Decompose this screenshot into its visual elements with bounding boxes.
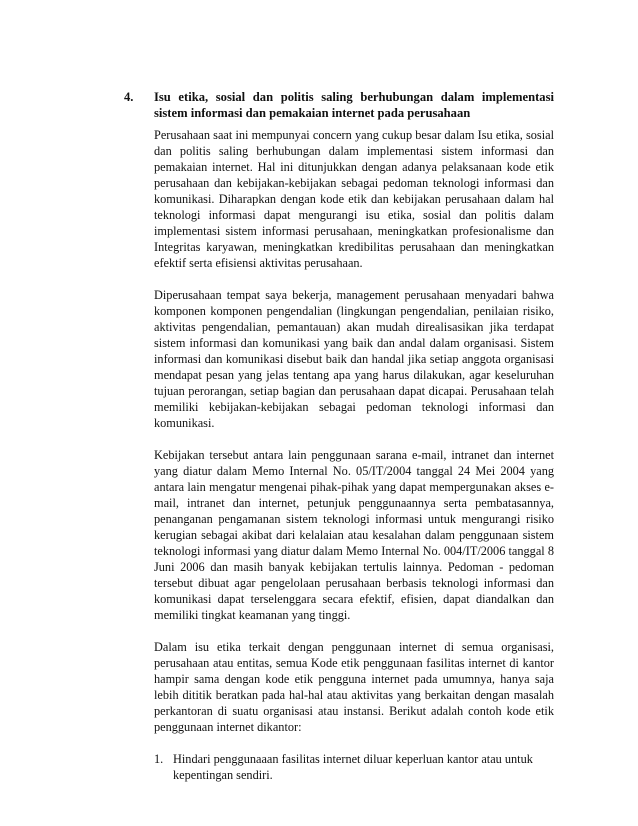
paragraph-management: Diperusahaan tempat saya bekerja, management perusahaan menyadari bahwa komponen komponen pengendalian (lingkungan pengendalian, penilaian risiko, aktivitas pengendalian, pemantauan) akan mudah direalisasikan jika terdapat sistem informasi dan komunikasi yang baik dan andal dalam organisasi. Sistem informasi dan komunikasi disebut baik dan handal jika setiap anggota organisasi mendapat pesan yang jelas tentang apa yang harus dilakukan, agar keseluruhan tujuan perorangan, setiap bagian dan perusahaan dapat dicapai. Perusahaan telah memiliki kebijakan-kebijakan sebagai pedoman teknologi informasi dan komunikasi. [154,288,554,430]
paragraph-concern: Perusahaan saat ini mempunyai concern yang cukup besar dalam Isu etika, sosial dan politis saling berhubungan dalam implementasi sistem informasi dan pemakaian internet. Hal ini ditunjukkan dengan adanya pelaksanaan kode etik perusahaan dan kebijakan-kebijakan sebagai pedoman teknologi informasi dan komunikasi. Diharapkan dengan kode etik dan kebijakan perusahaan dalam hal teknologi informasi dapat mengurangi isu etika, sosial dan politis dalam implementasi sistem informasi perusahaan, meningkatkan profesionalisme dan Integritas karyawan, meningkatkan kredibilitas perusahaan dan meningkatkan efektif serta efisiensi aktivitas perusahaan. [154,128,554,270]
section-heading [124,89,554,121]
list-item-number: 1. [154,752,164,766]
paragraph-policies: Kebijakan tersebut antara lain penggunaan sarana e-mail, intranet dan internet yang diatur dalam Memo Internal No. 05/IT/2004 tanggal 24 Mei 2004 yang antara lain mengatur mengenai pihak-pihak yang dapat mempergunakan akses e-mail, intranet dan internet, petunjuk penggunaannya serta pembatasannya, penanganan pengamanan sistem teknologi informasi untuk mengurangi risiko kerugian sebagai akibat dari kelalaian atau kesalahan dalam penggunaan sistem teknologi informasi yang diatur dalam Memo Internal No. 004/IT/2006 tanggal 8 Juni 2006 dan masih banyak kebijakan tertulis lainnya. Pedoman - pedoman tersebut dibuat agar pengelolaan perusahaan berbasis teknologi informasi dan komunikasi dapat terselenggara secara efektif, efisien, dapat diandalkan dan memiliki tingkat keamanan yang tinggi. [154,448,554,622]
section-title: Isu etika, sosial dan politis saling berhubungan dalam implementasi sistem informasi dan pemakaian internet pada perusahaan [154,90,554,120]
code-of-ethics-list [154,751,554,783]
list-item [154,751,554,783]
section-number: 4. [124,90,134,104]
section-body [154,127,554,783]
list-item-text: Hindari penggunaaan fasilitas internet diluar keperluan kantor atau untuk kepentingan sendiri. [173,752,533,782]
paragraph-ethics-internet: Dalam isu etika terkait dengan penggunaan internet di semua organisasi, perusahaan atau entitas, semua Kode etik penggunaan fasilitas internet di kantor hampir sama dengan kode etik pengguna internet pada umumnya, hanya saja lebih dititik beratkan pada hal-hal atau aktivitas yang berkaitan dengan masalah perkantoran di suatu organisasi atau instansi. Berikut adalah contoh kode etik penggunaan internet dikantor: [154,640,554,734]
